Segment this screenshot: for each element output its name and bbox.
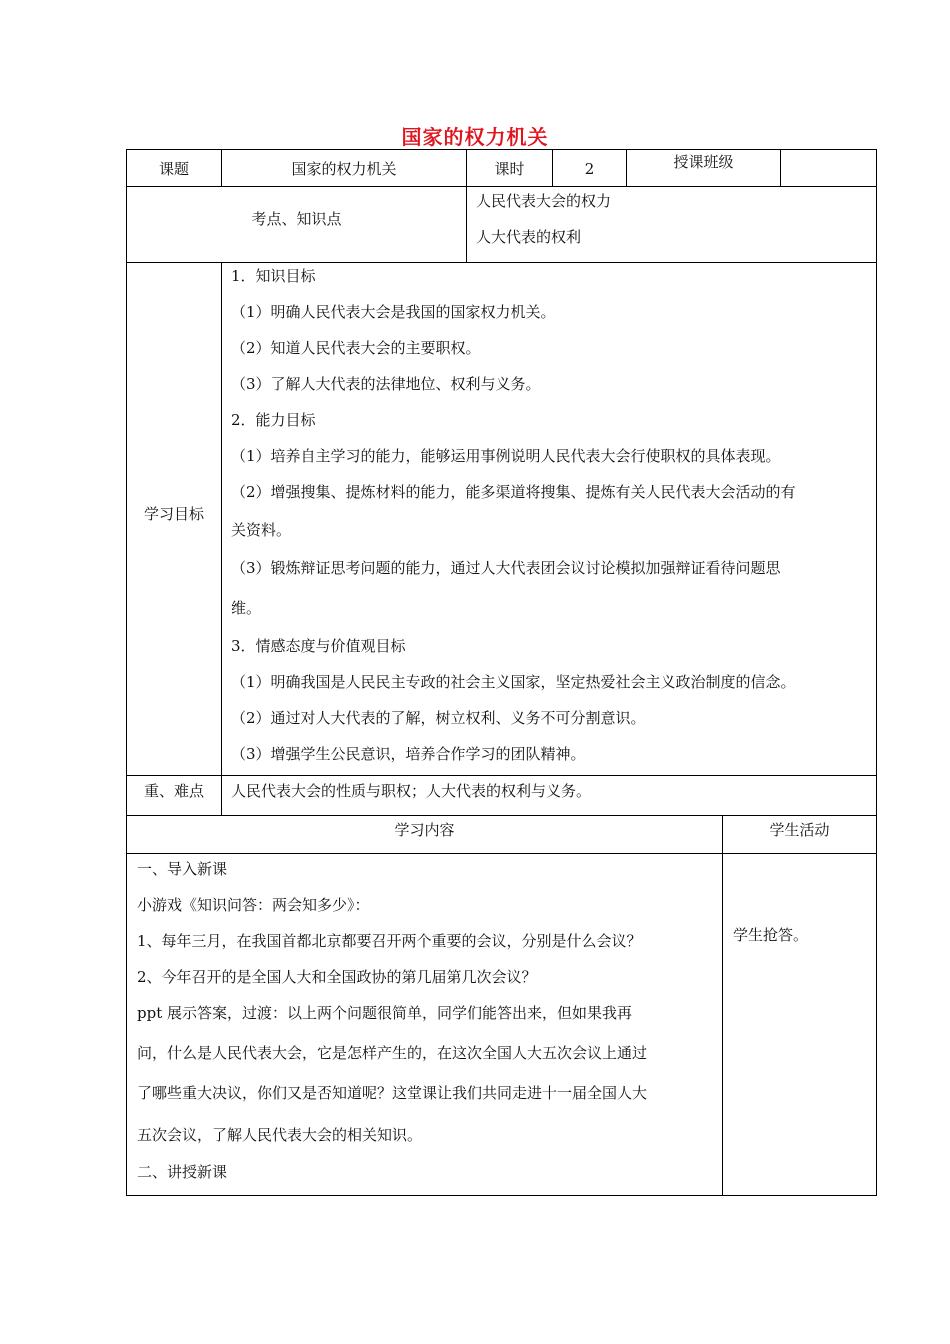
content-line: 2、今年召开的是全国人大和全国政协的第几届第几次会议？	[137, 968, 537, 986]
hours-value: 2	[584, 160, 595, 178]
knowledge-item: 人大代表的权利	[476, 228, 582, 246]
content-line: 问，什么是人民代表大会，它是怎样产生的，在这次全国人大五次会议上通过	[137, 1044, 648, 1062]
goal-line: （1）培养自主学习的能力，能够运用事例说明人民代表大会行使职权的具体表现。	[231, 447, 781, 465]
knowledge-label: 考点、知识点	[251, 210, 342, 228]
content-header: 学习内容	[394, 821, 455, 839]
content-line: 五次会议，了解人民代表大会的相关知识。	[137, 1126, 423, 1144]
page-title: 国家的权力机关	[401, 125, 549, 149]
key-points-label: 重、难点	[143, 782, 204, 800]
goal-line: （2）增强搜集、提炼材料的能力，能多渠道将搜集、提炼有关人民代表大会活动的有	[231, 483, 796, 501]
topic-value: 国家的权力机关	[291, 160, 397, 178]
class-label: 授课班级	[673, 153, 734, 171]
content-line: 1、每年三月，在我国首都北京都要召开两个重要的会议，分别是什么会议？	[137, 932, 642, 950]
goal-line: 3．情感态度与价值观目标	[231, 637, 406, 655]
goal-line: 维。	[231, 599, 262, 617]
hours-label: 课时	[494, 160, 525, 178]
knowledge-item: 人民代表大会的权力	[476, 192, 612, 210]
content-line: 小游戏《知识问答：两会知多少》：	[137, 896, 370, 914]
goal-line: 1．知识目标	[231, 267, 316, 285]
goal-line: （2）通过对人大代表的了解，树立权利、义务不可分割意识。	[231, 709, 646, 727]
content-line: ppt 展示答案，过渡：以上两个问题很简单，同学们能答出来，但如果我再	[137, 1004, 633, 1022]
goal-line: （3）了解人大代表的法律地位、权利与义务。	[231, 375, 541, 393]
student-activity: 学生抢答。	[733, 926, 809, 944]
topic-label: 课题	[158, 160, 189, 178]
goals-label: 学习目标	[143, 505, 204, 523]
content-line: 一、导入新课	[137, 860, 228, 878]
goal-line: 关资料。	[231, 521, 292, 539]
goal-line: 2．能力目标	[231, 411, 316, 429]
content-line: 二、讲授新课	[137, 1163, 228, 1181]
goal-line: （3）锻炼辩证思考问题的能力，通过人大代表团会议讨论模拟加强辩证看待问题思	[231, 559, 781, 577]
key-points-value: 人民代表大会的性质与职权；人大代表的权利与义务。	[231, 782, 592, 800]
goal-line: （2）知道人民代表大会的主要职权。	[231, 339, 481, 357]
goal-line: （1）明确人民代表大会是我国的国家权力机关。	[231, 303, 556, 321]
goal-line: （1）明确我国是人民民主专政的社会主义国家，坚定热爱社会主义政治制度的信念。	[231, 673, 796, 691]
goal-line: （3）增强学生公民意识，培养合作学习的团队精神。	[231, 745, 586, 763]
content-line: 了哪些重大决议，你们又是否知道呢？这堂课让我们共同走进十一届全国人大	[137, 1084, 648, 1102]
activity-header: 学生活动	[769, 821, 830, 839]
